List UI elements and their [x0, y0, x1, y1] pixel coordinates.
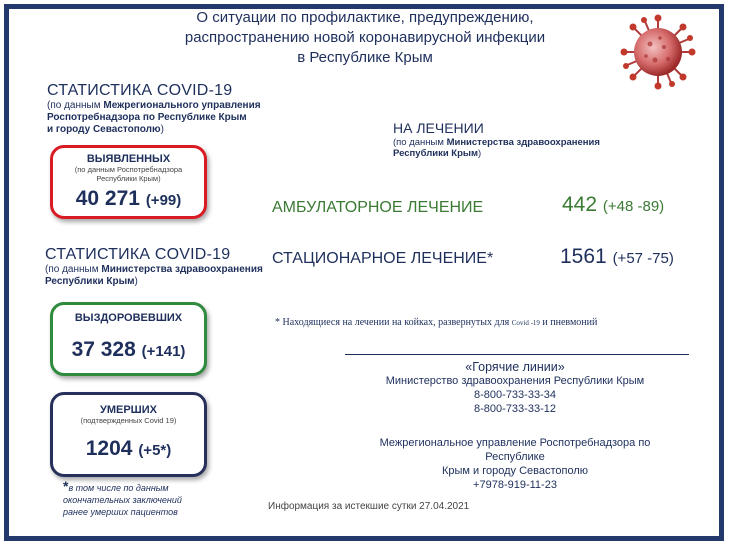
mz-stats-source [45, 264, 263, 288]
treatment-source-suffix: ) [478, 148, 482, 159]
deaths-value-row [53, 437, 204, 461]
deaths-label: УМЕРШИХ [100, 404, 157, 416]
rpn-hotline-org-1: Межрегиональное управление Роспотребнадзора по Республике [379, 437, 651, 463]
coronavirus-icon [620, 14, 696, 90]
hotlines-block [360, 360, 670, 416]
hotlines-ministry: Министерство здравоохранения Республики Крым [385, 375, 645, 387]
ambulatory-label: АМБУЛАТОРНОЕ ЛЕЧЕНИЕ [272, 199, 484, 216]
ambulatory-delta: (+48 -89) [602, 198, 665, 215]
detected-card [50, 145, 207, 219]
detected-value: 40 271 [75, 187, 140, 210]
hotline-phone-2[interactable]: 8-800-733-33-12 [474, 403, 556, 415]
rpn-hotline-org-2: Крым и городу Севастополю [441, 465, 589, 477]
rpn-hotline-phone[interactable]: +7978-919-11-23 [473, 479, 557, 491]
recovered-value-row [53, 338, 204, 362]
hotline-phone-1[interactable]: 8-800-733-33-34 [474, 389, 556, 401]
detected-value-row [53, 187, 204, 211]
deaths-footnote-line-2: окончательных заключений [63, 495, 182, 505]
treatment-source [393, 137, 600, 159]
rpn-stats-heading: СТАТИСТИКА COVID-19 [47, 82, 233, 99]
deaths-card [50, 392, 207, 477]
treatment-heading: НА ЛЕЧЕНИИ [393, 120, 484, 136]
inpatient-value-row [560, 245, 674, 269]
title-line-1: О ситуации по профилактике, предупреждению, [196, 9, 534, 26]
rpn-hotline-block [350, 436, 680, 492]
recovered-label: ВЫЗДОРОВЕВШИХ [74, 312, 183, 324]
beds-footnote-prefix: * Находящиеся на лечении на койках, развернутых для [275, 317, 512, 328]
rpn-source-prefix: (по данным [47, 100, 104, 111]
page-title [150, 8, 580, 68]
inpatient-value: 1561 [560, 245, 607, 268]
deaths-value: 1204 [85, 437, 133, 460]
detected-increase: (+99) [145, 192, 182, 209]
mz-stats-heading: СТАТИСТИКА COVID-19 [45, 246, 231, 263]
ambulatory-value-row [562, 193, 664, 217]
recovered-card [50, 302, 207, 376]
treatment-source-prefix: (по данным [393, 137, 447, 148]
inpatient-label: СТАЦИОНАРНОЕ ЛЕЧЕНИЕ* [272, 250, 494, 267]
beds-footnote-suffix: и пневмоний [539, 317, 598, 328]
inpatient-delta: (+57 -75) [612, 250, 674, 267]
recovered-value: 37 328 [71, 338, 136, 361]
recovered-increase: (+141) [141, 343, 186, 360]
deaths-footnote-line-1: в том числе по данным [68, 483, 169, 493]
rpn-source-org-2: Роспотребнадзора по Республике Крым [47, 112, 247, 123]
deaths-footnote-line-3: ранее умерших пациентов [63, 507, 178, 517]
divider [345, 354, 689, 355]
rpn-stats-source [47, 100, 261, 136]
title-line-2: распространению новой коронавирусной инфекции [184, 29, 546, 46]
info-date: Информация за истекшие сутки 27.04.2021 [268, 501, 470, 512]
deaths-increase: (+5*) [138, 442, 172, 459]
mz-source-org: Министерства здравоохранения [101, 264, 263, 275]
hotlines-heading: «Горячие линии» [465, 360, 565, 374]
beds-footnote [275, 317, 597, 328]
detected-label: ВЫЯВЛЕННЫХ [86, 153, 171, 165]
detected-note-1: (по данным Роспотребнадзора [74, 165, 183, 174]
deaths-footnote [63, 480, 182, 518]
detected-note-2: Республики Крым) [96, 174, 161, 183]
beds-footnote-covid: Covid -19 [511, 319, 540, 327]
mz-source-org-2: Республики Крым [45, 276, 135, 287]
treatment-source-org-2: Республики Крым [393, 148, 479, 159]
rpn-source-org-3: и городу Севастополю [47, 124, 161, 135]
mz-source-prefix: (по данным [45, 264, 102, 275]
deaths-note: (подтвержденных Covid 19) [80, 416, 177, 425]
ambulatory-value: 442 [562, 193, 598, 216]
deaths-footnote-asterisk: * [63, 478, 69, 494]
rpn-source-suffix: ) [160, 124, 164, 135]
mz-source-suffix: ) [134, 276, 138, 287]
title-line-3: в Республике Крым [297, 49, 433, 66]
treatment-source-org: Министерства здравоохранения [446, 137, 600, 148]
rpn-source-org: Межрегионального управления [103, 100, 261, 111]
